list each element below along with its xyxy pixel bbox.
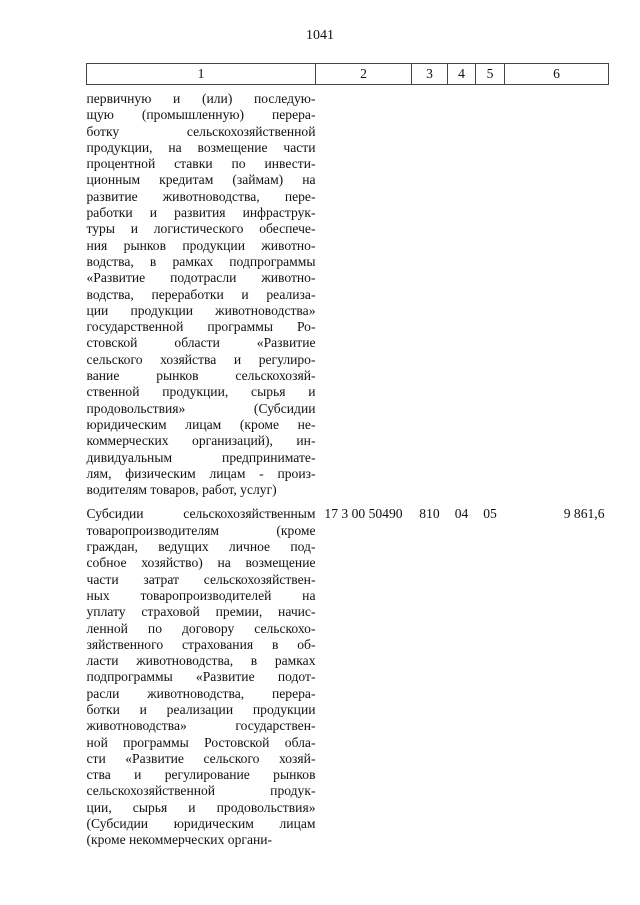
description-line: граждан, ведущих личное под- (86, 539, 316, 555)
description-line: работки и развития инфраструк- (86, 205, 316, 221)
description-line: вание рынков сельскохозяй- (86, 368, 316, 384)
description-line: водителям товаров, работ, услуг) (86, 482, 277, 498)
description-line: подпрограммы «Развитие подот- (86, 669, 316, 685)
description-line: ленной по договору сельскохо- (86, 620, 316, 636)
row-col4 (448, 85, 476, 499)
description-line: дивидуальным предпринимате- (86, 449, 316, 465)
header-col-1: 1 (87, 64, 316, 85)
description-line: «Развитие подотрасли животно- (86, 270, 316, 286)
description-line: водства, переработки и реализа- (86, 286, 316, 302)
description-line: ных товаропроизводителей на (86, 587, 316, 603)
row-col5: 05 (483, 506, 497, 522)
description-line: государственной программы Ро- (86, 319, 316, 335)
description-line: сельскохозяйственной продук- (86, 783, 316, 799)
page-number: 1041 (306, 28, 334, 43)
description-line: водства, в рамках подпрограммы (86, 253, 316, 269)
description-line: продукции, на возмещение части (86, 139, 316, 155)
row-code: 17 3 00 50490 (324, 506, 403, 522)
description-line: юридическим лицам (кроме не- (86, 416, 316, 432)
row-description (87, 498, 316, 848)
description-line: процентной ставки по инвести- (86, 156, 316, 172)
table-row (87, 85, 609, 499)
row-col3 (412, 85, 448, 499)
description-line: сти «Развитие сельского хозяй- (86, 750, 316, 766)
header-col-6: 6 (505, 64, 609, 85)
header-col-4: 4 (448, 64, 476, 85)
row-amount: 9 861,6 (563, 506, 605, 522)
description-line: щую (промышленную) перера- (86, 107, 316, 123)
table-header-row (87, 64, 609, 85)
description-line: коммерческих организаций), ин- (86, 433, 316, 449)
table-row (87, 498, 609, 848)
description-line: ции, сырья и продовольствия» (86, 799, 316, 815)
description-line: товаропроизводителям (кроме (86, 522, 316, 538)
description-line: расли животноводства, перера- (86, 685, 316, 701)
description-line: лям, физическим лицам - произ- (86, 465, 316, 481)
description-line: сельского хозяйства и регулиро- (86, 351, 316, 367)
description-line: зяйственного страхования в об- (86, 636, 316, 652)
row-amount (505, 85, 609, 499)
description-line: туры и логистического обеспече- (86, 221, 316, 237)
description-line: (Субсидии юридическим лицам (86, 816, 316, 832)
description-line: части затрат сельскохозяйствен- (86, 571, 316, 587)
description-line: ции продукции животноводства» (86, 302, 316, 318)
description-line: ласти животноводства, в рамках (86, 653, 316, 669)
description-line: ства и регулирование рынков (86, 767, 316, 783)
header-col-3: 3 (412, 64, 448, 85)
description-line: уплату страховой премии, начис- (86, 604, 316, 620)
description-line: продовольствия» (Субсидии (86, 400, 316, 416)
row-code (316, 85, 412, 499)
description-line: ственной продукции, сырья и (86, 384, 316, 400)
description-line: собное хозяйство) на возмещение (86, 555, 316, 571)
description-line: ботку сельскохозяйственной (86, 123, 316, 139)
row-description (87, 85, 316, 499)
description-line: (кроме некоммерческих органи- (86, 832, 273, 848)
description-line: животноводства» государствен- (86, 718, 316, 734)
header-col-2: 2 (316, 64, 412, 85)
description-line: первичную и (или) последую- (86, 91, 316, 106)
header-col-5: 5 (476, 64, 505, 85)
description-line: ной программы Ростовской обла- (86, 734, 316, 750)
description-line: ботки и реализации продукции (86, 701, 316, 717)
description-line: ния рынков продукции животно- (86, 237, 316, 253)
description-line: развитие животноводства, пере- (86, 188, 316, 204)
row-col5 (476, 85, 505, 499)
description-line: стовской области «Развитие (86, 335, 316, 351)
description-line: ционным кредитам (займам) на (86, 172, 316, 188)
budget-table (86, 63, 609, 849)
row-col4: 04 (454, 506, 469, 522)
description-line: Субсидии сельскохозяйственным (86, 506, 316, 522)
row-col3: 810 (419, 506, 440, 522)
